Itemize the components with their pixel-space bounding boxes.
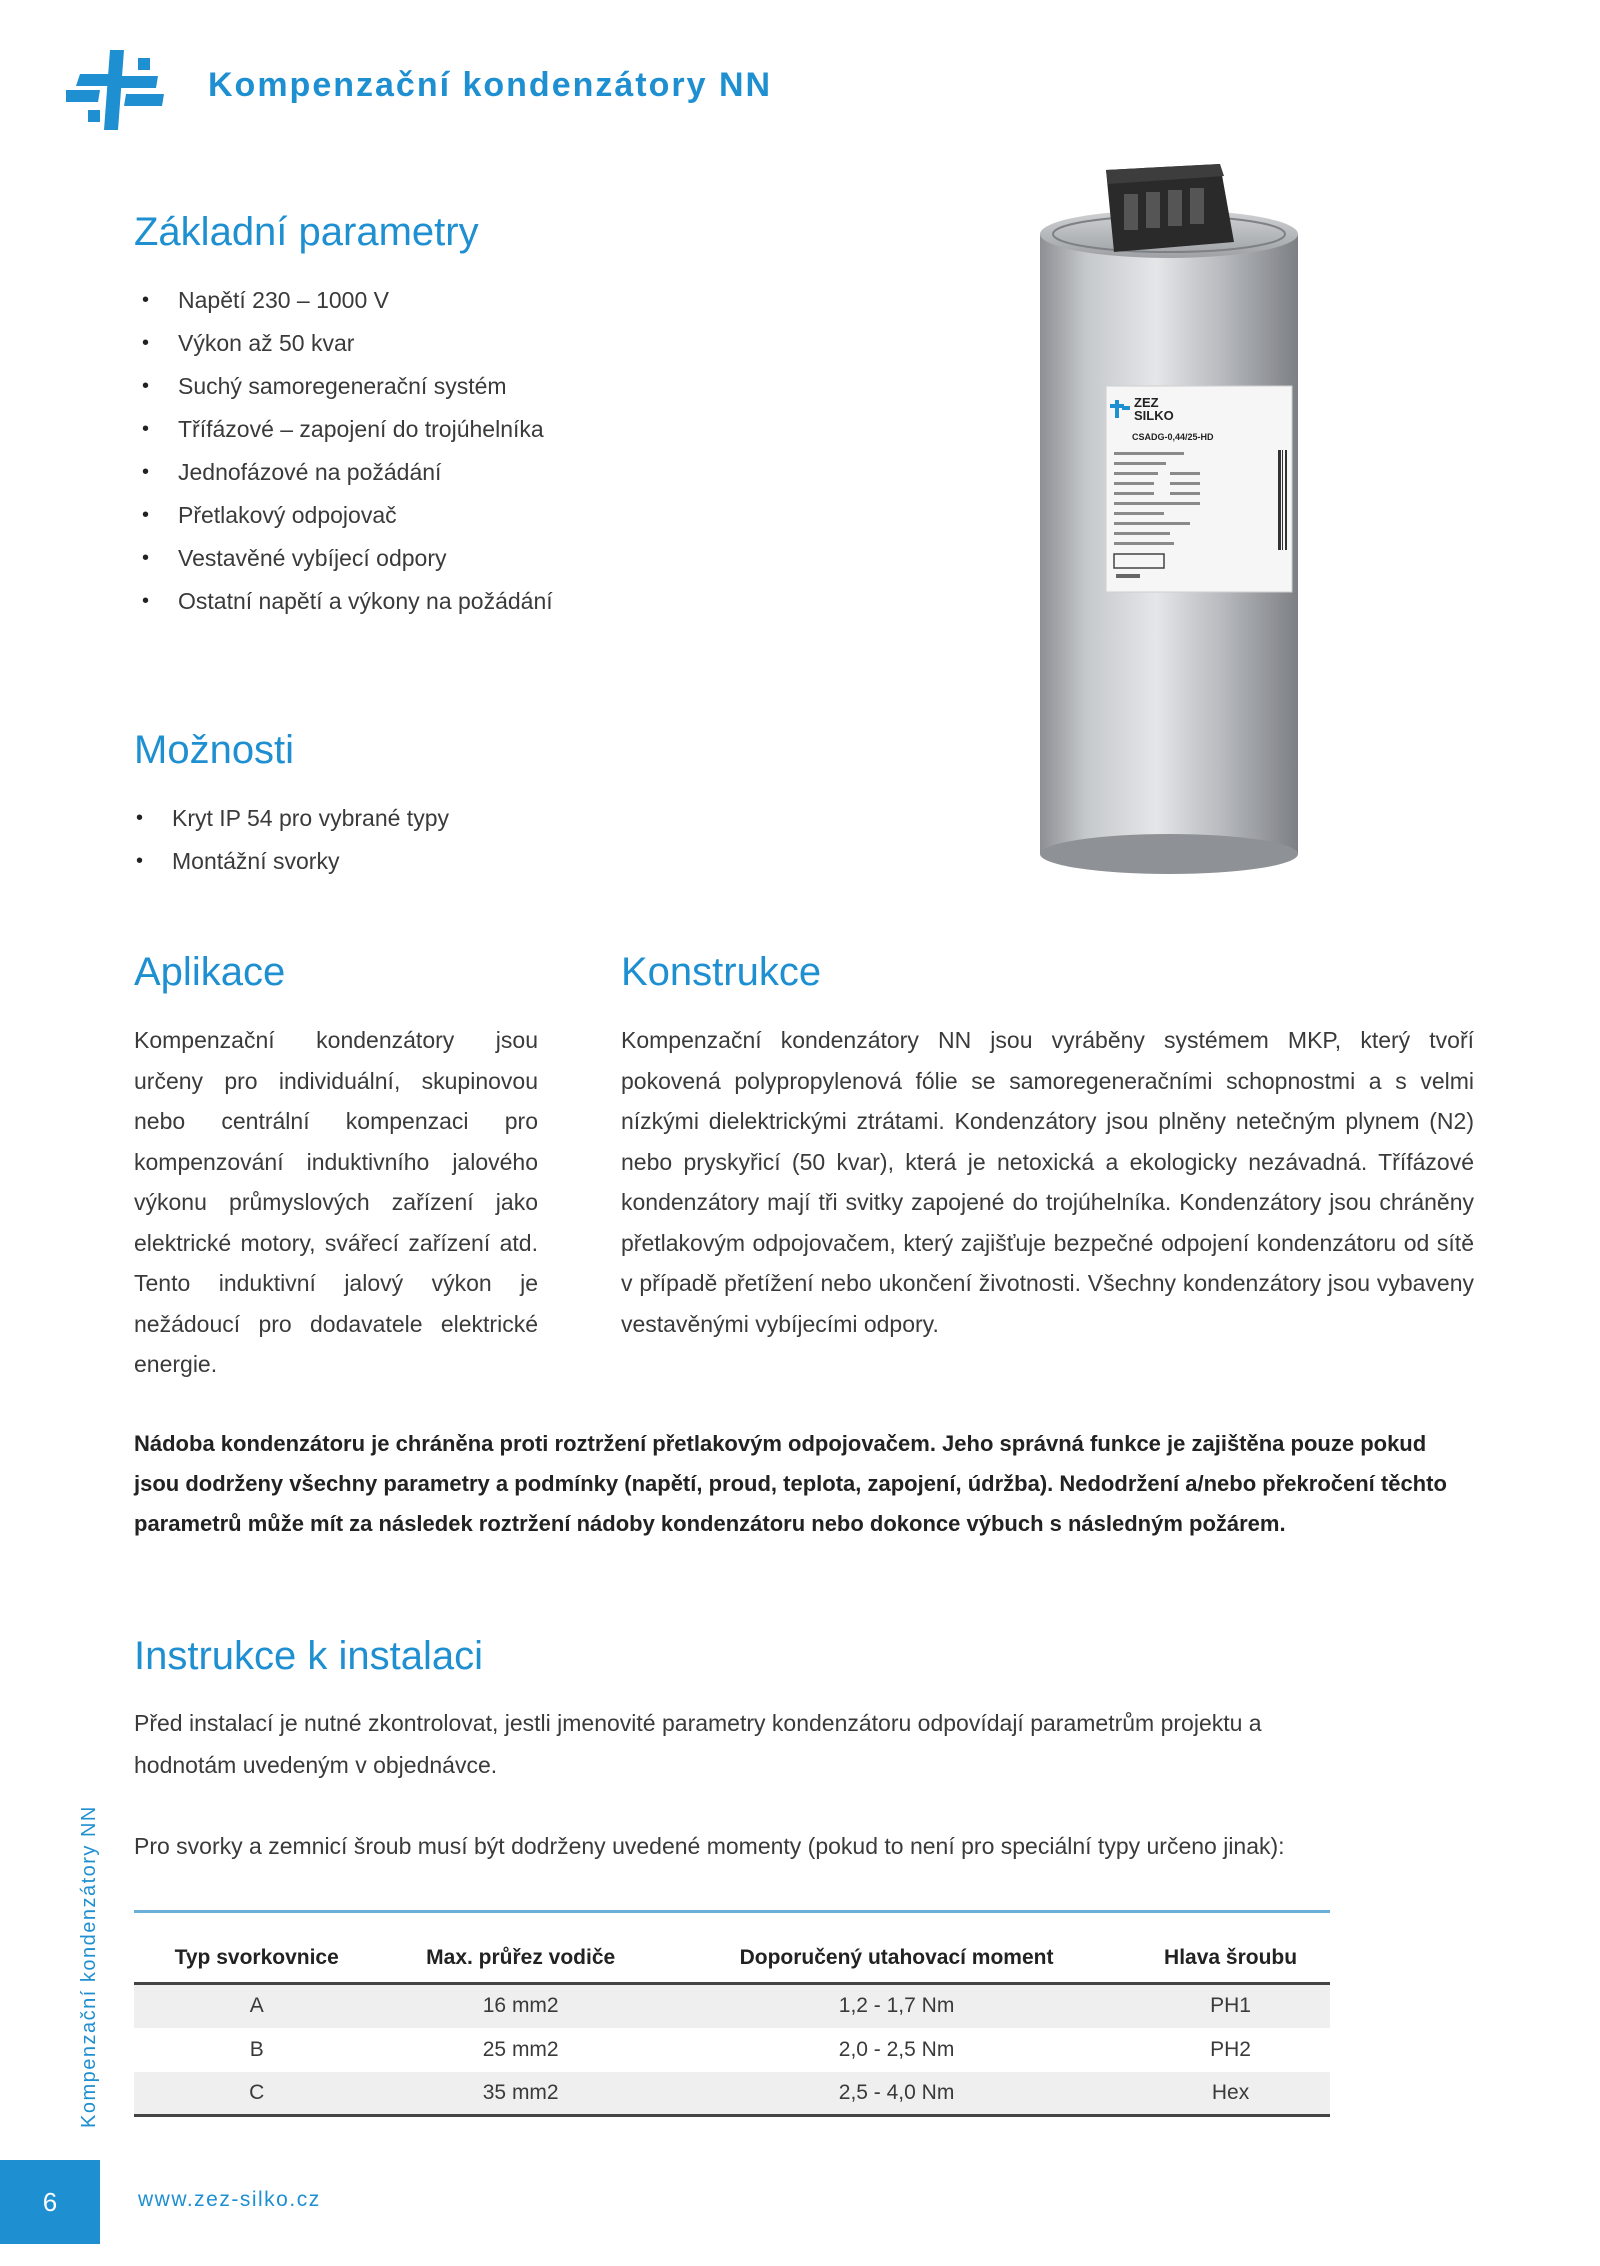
safety-warning: Nádoba kondenzátoru je chráněna proti roztržení přetlakovým odpojovačem. Jeho správná funkce je zajištěna pouze pokud jsou dodrženy všechny parametry a podmínky (napětí, proud, teplota, zapojení, údržba). Nedodržení a/nebo překročení těchto parametrů může mít za následek roztržení nádoby kondenzátoru nebo dokonce výbuch s následným požárem.	[134, 1431, 1447, 1536]
list-item: • Výkon až 50 kvar	[136, 322, 856, 365]
table-cell: 16 mm2	[379, 1984, 662, 2028]
table-row	[134, 1984, 1330, 2028]
basic-params-list	[136, 279, 856, 623]
label-brand-line2: SILKO	[1134, 408, 1174, 423]
list-item: • Napětí 230 – 1000 V	[136, 279, 856, 322]
table-cell: B	[249, 2037, 264, 2061]
column-header: Doporučený utahovací moment	[662, 1934, 1131, 1984]
table-cell: 2,5 - 4,0 Nm	[662, 2072, 1131, 2116]
table-cell: 25 mm2	[482, 2037, 559, 2061]
installation-heading: Instrukce k instalaci	[134, 1634, 484, 1678]
list-item: • Ostatní napětí a výkony na požádání	[136, 580, 856, 623]
table-row	[134, 2028, 1330, 2072]
options-heading: Možnosti	[134, 728, 295, 772]
table-cell: PH2	[1210, 2037, 1251, 2061]
list-item: • Jednofázové na požádání	[136, 451, 856, 494]
list-item: • Vestavěné vybíjecí odpory	[136, 537, 856, 580]
label-brand-line1: ZEZ	[1134, 395, 1159, 410]
document-title: Kompenzační kondenzátory NN	[208, 66, 773, 104]
column-header: Hlava šroubu	[1131, 1934, 1330, 1984]
side-caption: Kompenzační kondenzátory NN	[78, 1805, 100, 2128]
table-cell: 1,2 - 1,7 Nm	[662, 1984, 1131, 2028]
column-header: Max. průřez vodiče	[379, 1934, 662, 1984]
installation-paragraph: Před instalací je nutné zkontrolovat, jestli jmenovité parametry kondenzátoru odpovídají parametrům projektu a hodnotám uvedeným v objednávce.	[134, 1710, 1262, 1778]
construction-text: Kompenzační kondenzátory NN jsou vyráběny systémem MKP, který tvoří pokovená polypropylenová fólie se samoregeneračními schopnostmi a s velmi nízkými dielektrickými ztrátami. Kondenzátory jsou plněny netečným plynem (N2) nebo pryskyřicí (50 kvar), která je netoxická a ekologicky nezávadná. Třífázové kondenzátory mají tři svitky zapojené do trojúhelníka. Kondenzátory jsou chráněny přetlakovým odpojovačem, který zajišťuje bezpečné odpojení kondenzátoru od sítě v případě přetížení nebo ukončení životnosti. Všechny kondenzátory jsou vybaveny vestavěnými vybíjecími odpory.	[621, 1027, 1474, 1337]
table-cell: C	[134, 2072, 379, 2116]
list-item: • Suchý samoregenerační systém	[136, 365, 856, 408]
table-cell: Hex	[1131, 2072, 1330, 2116]
table-cell: A	[134, 1984, 379, 2028]
options-list	[130, 797, 850, 883]
table-header-row	[134, 1934, 1330, 1984]
basic-params-heading: Základní parametry	[134, 210, 479, 254]
construction-heading: Konstrukce	[621, 950, 822, 994]
company-logo-icon	[66, 50, 164, 130]
table-cell: 35 mm2	[379, 2072, 662, 2116]
website-link[interactable]: www.zez-silko.cz	[138, 2188, 321, 2211]
list-item: • Kryt IP 54 pro vybrané typy	[130, 797, 850, 840]
capacitor-product-image	[1020, 150, 1320, 890]
list-item: • Montážní svorky	[130, 840, 850, 883]
page-number: 6	[0, 2160, 100, 2244]
application-text: Kompenzační kondenzátory jsou určeny pro individuální, skupinovou nebo centrální kompenzaci pro kompenzování induktivního jalového výkonu průmyslových zařízení jako elektrické motory, svářecí zařízení atd. Tento induktivní jalový výkon je nežádoucí pro dodavatele elektrické energie.	[134, 1027, 538, 1377]
list-item: • Přetlakový odpojovač	[136, 494, 856, 537]
torque-intro-paragraph: Pro svorky a zemnicí šroub musí být dodrženy uvedené momenty (pokud to není pro speciální typy určeno jinak):	[134, 1833, 1285, 1859]
torque-table	[134, 1910, 1330, 2117]
table-cell: PH1	[1131, 1984, 1330, 2028]
list-item: • Třífázové – zapojení do trojúhelníka	[136, 408, 856, 451]
table-row	[134, 2072, 1330, 2116]
column-header: Typ svorkovnice	[134, 1934, 379, 1984]
table-cell: 2,0 - 2,5 Nm	[838, 2037, 955, 2061]
label-model: CSADG-0,44/25-HD	[1132, 432, 1214, 442]
application-heading: Aplikace	[134, 950, 286, 994]
